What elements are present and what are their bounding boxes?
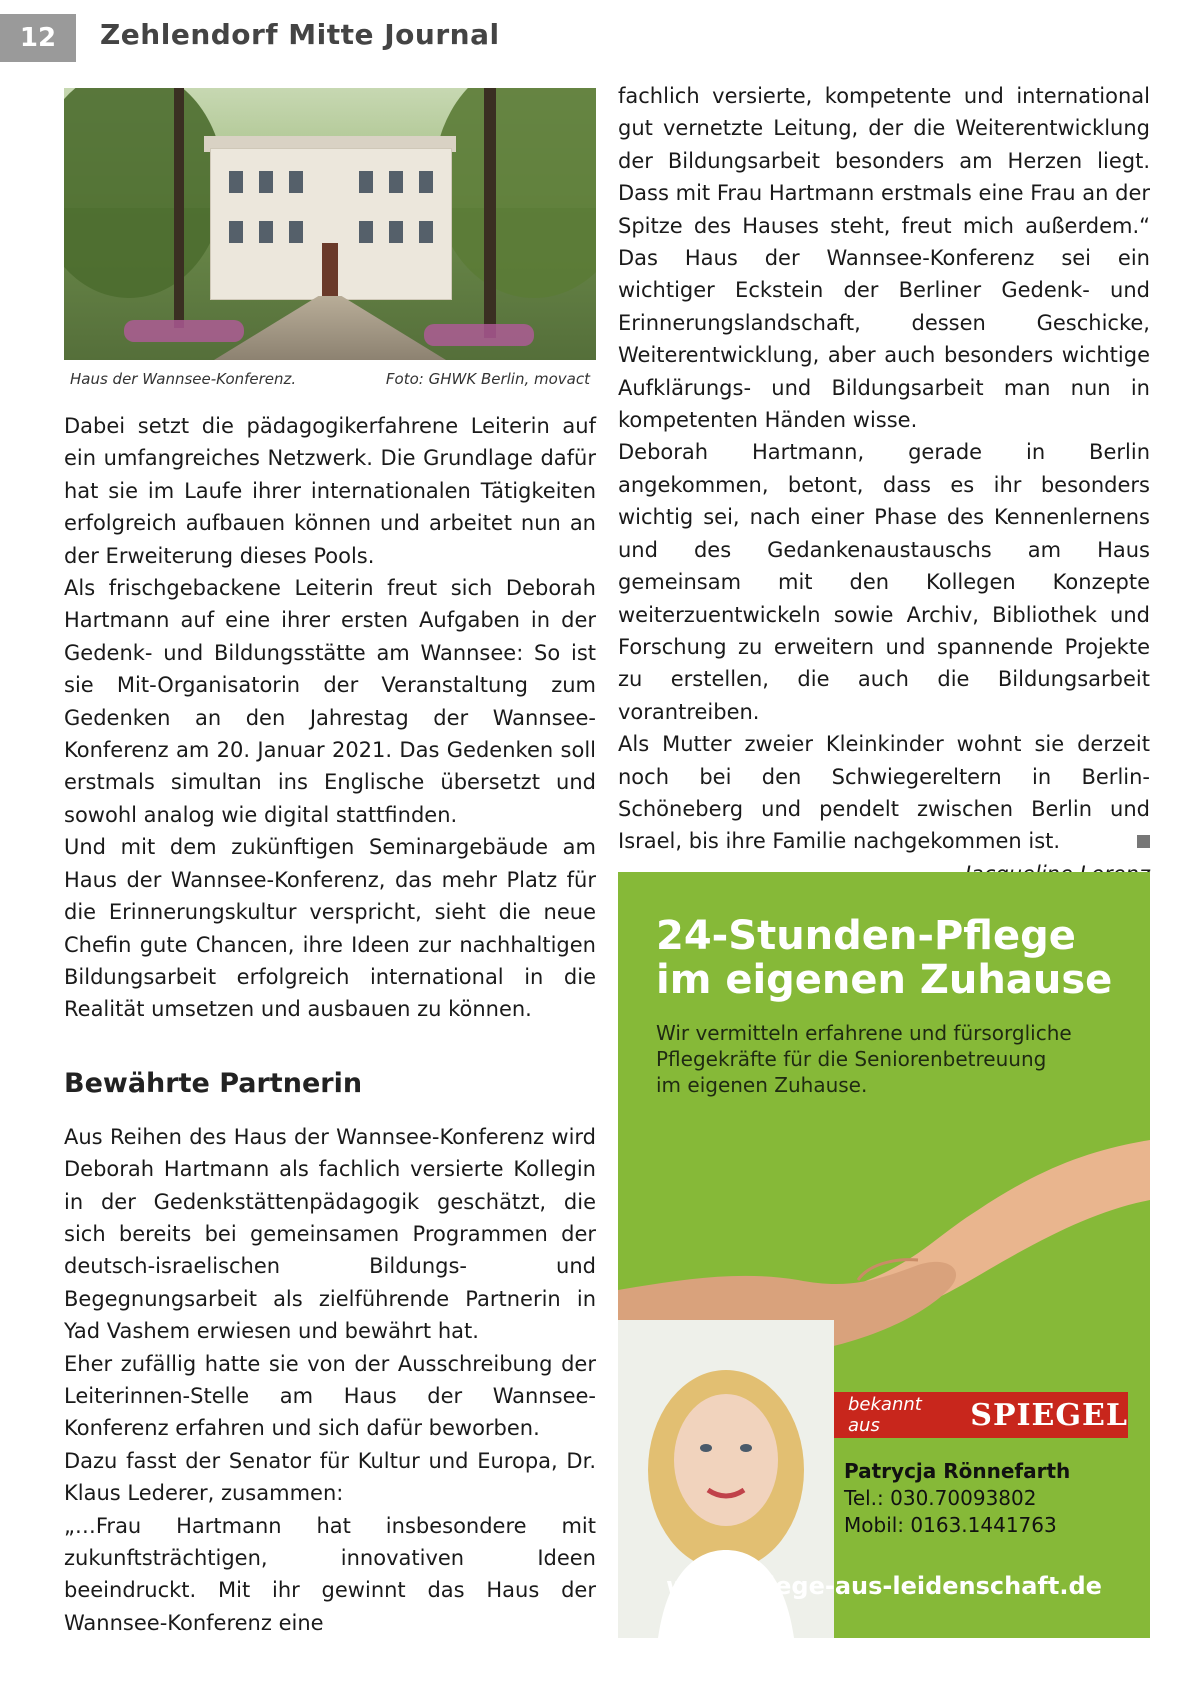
right-column [618,80,1150,890]
article-body-section [64,1121,596,1640]
wannsee-villa-photo [64,88,596,360]
paragraph: Dazu fasst der Senator für Kultur und Europa, Dr. Klaus Lederer, zusammen: [64,1448,596,1506]
left-column [64,88,596,1639]
contact-name: Patrycja Rönnefarth [844,1459,1071,1483]
spiegel-logo: SPIEGEL [970,1397,1128,1433]
page-number: 12 [0,14,76,62]
paragraph: Eher zufällig hatte sie von der Ausschreibung der Leiterinnen-Stelle am Haus der Wannsee-Konferenz erfahren und sich dafür beworben. [64,1351,596,1441]
article-body-right [618,80,1150,858]
paragraph: Und mit dem zukünftigen Seminargebäude am Haus der Wannsee-Konferenz, das mehr Platz für die Erinnerungskultur verspricht, sieht die neue Chefin gute Chancen, ihre Ideen zur nachhaltigen Bildungsarbeit erfolgreich international in die Realität umsetzen und ausbauen zu können. [64,835,596,1022]
article-body-left [64,410,596,1026]
care-advertisement [618,872,1150,1638]
caption-text: Haus der Wannsee-Konferenz. [70,370,297,388]
ad-website-link[interactable]: www.pflege-aus-leidenschaft.de [666,1572,1102,1600]
paragraph: Als Mutter zweier Kleinkinder wohnt sie derzeit noch bei den Schwiegereltern in Berlin-Schöneberg und pendelt zwischen Berlin und Israel, bis ihre Familie nachgekommen ist. [618,732,1150,854]
press-badge [834,1392,1128,1438]
contact-phone: Tel.: 030.70093802 [844,1486,1037,1510]
section-heading: Bewährte Partnerin [64,1067,363,1099]
contact-mobile: Mobil: 0163.1441763 [844,1513,1057,1537]
journal-title: Zehlendorf Mitte Journal [100,18,500,51]
badge-text: bekannt aus [848,1394,922,1436]
contact-info [844,1458,1070,1539]
end-mark-icon [1137,835,1150,848]
photo-credit: Foto: GHWK Berlin, movact [385,370,590,388]
photo-caption [64,370,596,388]
paragraph: Deborah Hartmann, gerade in Berlin angekommen, betont, dass es ihr besonders wichtig sei, nach einer Phase des Kennenlernens und des Gedankenaustauschs am Haus gemeinsam mit den Kollegen Konzepte weiterzuentwickeln sowie Archiv, Bibliothek und Forschung zu erweitern und spannende Projekte zu erstellen, die auch die Bildungsarbeit vorantreiben. [618,440,1150,724]
paragraph: fachlich versierte, kompetente und international gut vernetzte Leitung, der die Weiterentwicklung der Bildungsarbeit besonders am Herzen liegt. Dass mit Frau Hartmann erstmals eine Frau an der Spitze des Hauses steht, freut mich außerdem.“ Das Haus der Wannsee-Konferenz sei ein wichtiger Eckstein der Berliner Gedenk- und Erinnerungslandschaft, dessen Geschicke, Weiterentwicklung, aber auch besonders wichtige Aufklärungs- und Bildungsarbeit man nun in kompetenten Händen wisse. [618,84,1150,433]
paragraph: Aus Reihen des Haus der Wannsee-Konferenz wird Deborah Hartmann als fachlich versierte Kollegin in der Gedenkstättenpädagogik geschätzt, die sich bereits bei gemeinsamen Programmen der deutsch-israelischen Bildungs- und Begegnungsarbeit als zielführende Partnerin in Yad Vashem erwiesen und bewährt hat. [64,1124,596,1344]
paragraph: Dabei setzt die pädagogikerfahrene Leiterin auf ein umfangreiches Netzwerk. Die Grundlage dafür hat sie im Laufe ihrer internationalen Tätigkeiten erfolgreich aufbauen können und arbeitet nun an der Erweiterung dieses Pools. [64,414,596,568]
ad-subline: Wir vermitteln erfahrene und fürsorgliche Pflegekräfte für die Seniorenbetreuung im eigenen Zuhause. [656,1021,1072,1097]
paragraph: „…Frau Hartmann hat insbesondere mit zukunftsträchtigen, innovativen Ideen beeindruckt. Mit ihr gewinnt das Haus der Wannsee-Konferenz eine [64,1513,596,1635]
page-header [0,0,1200,70]
ad-headline: 24-Stunden-Pflege im eigenen Zuhause [656,913,1113,1003]
paragraph: Als frischgebackene Leiterin freut sich Deborah Hartmann auf eine ihrer ersten Aufgaben in der Gedenk- und Bildungsstätte am Wannsee: So ist sie Mit-Organisatorin der Veranstaltung zum Gedenken an den Jahrestag der Wannsee-Konferenz am 20. Januar 2021. Das Gedenken soll erstmals simultan ins Englische übersetzt und sowohl analog wie digital stattfinden. [64,576,596,827]
